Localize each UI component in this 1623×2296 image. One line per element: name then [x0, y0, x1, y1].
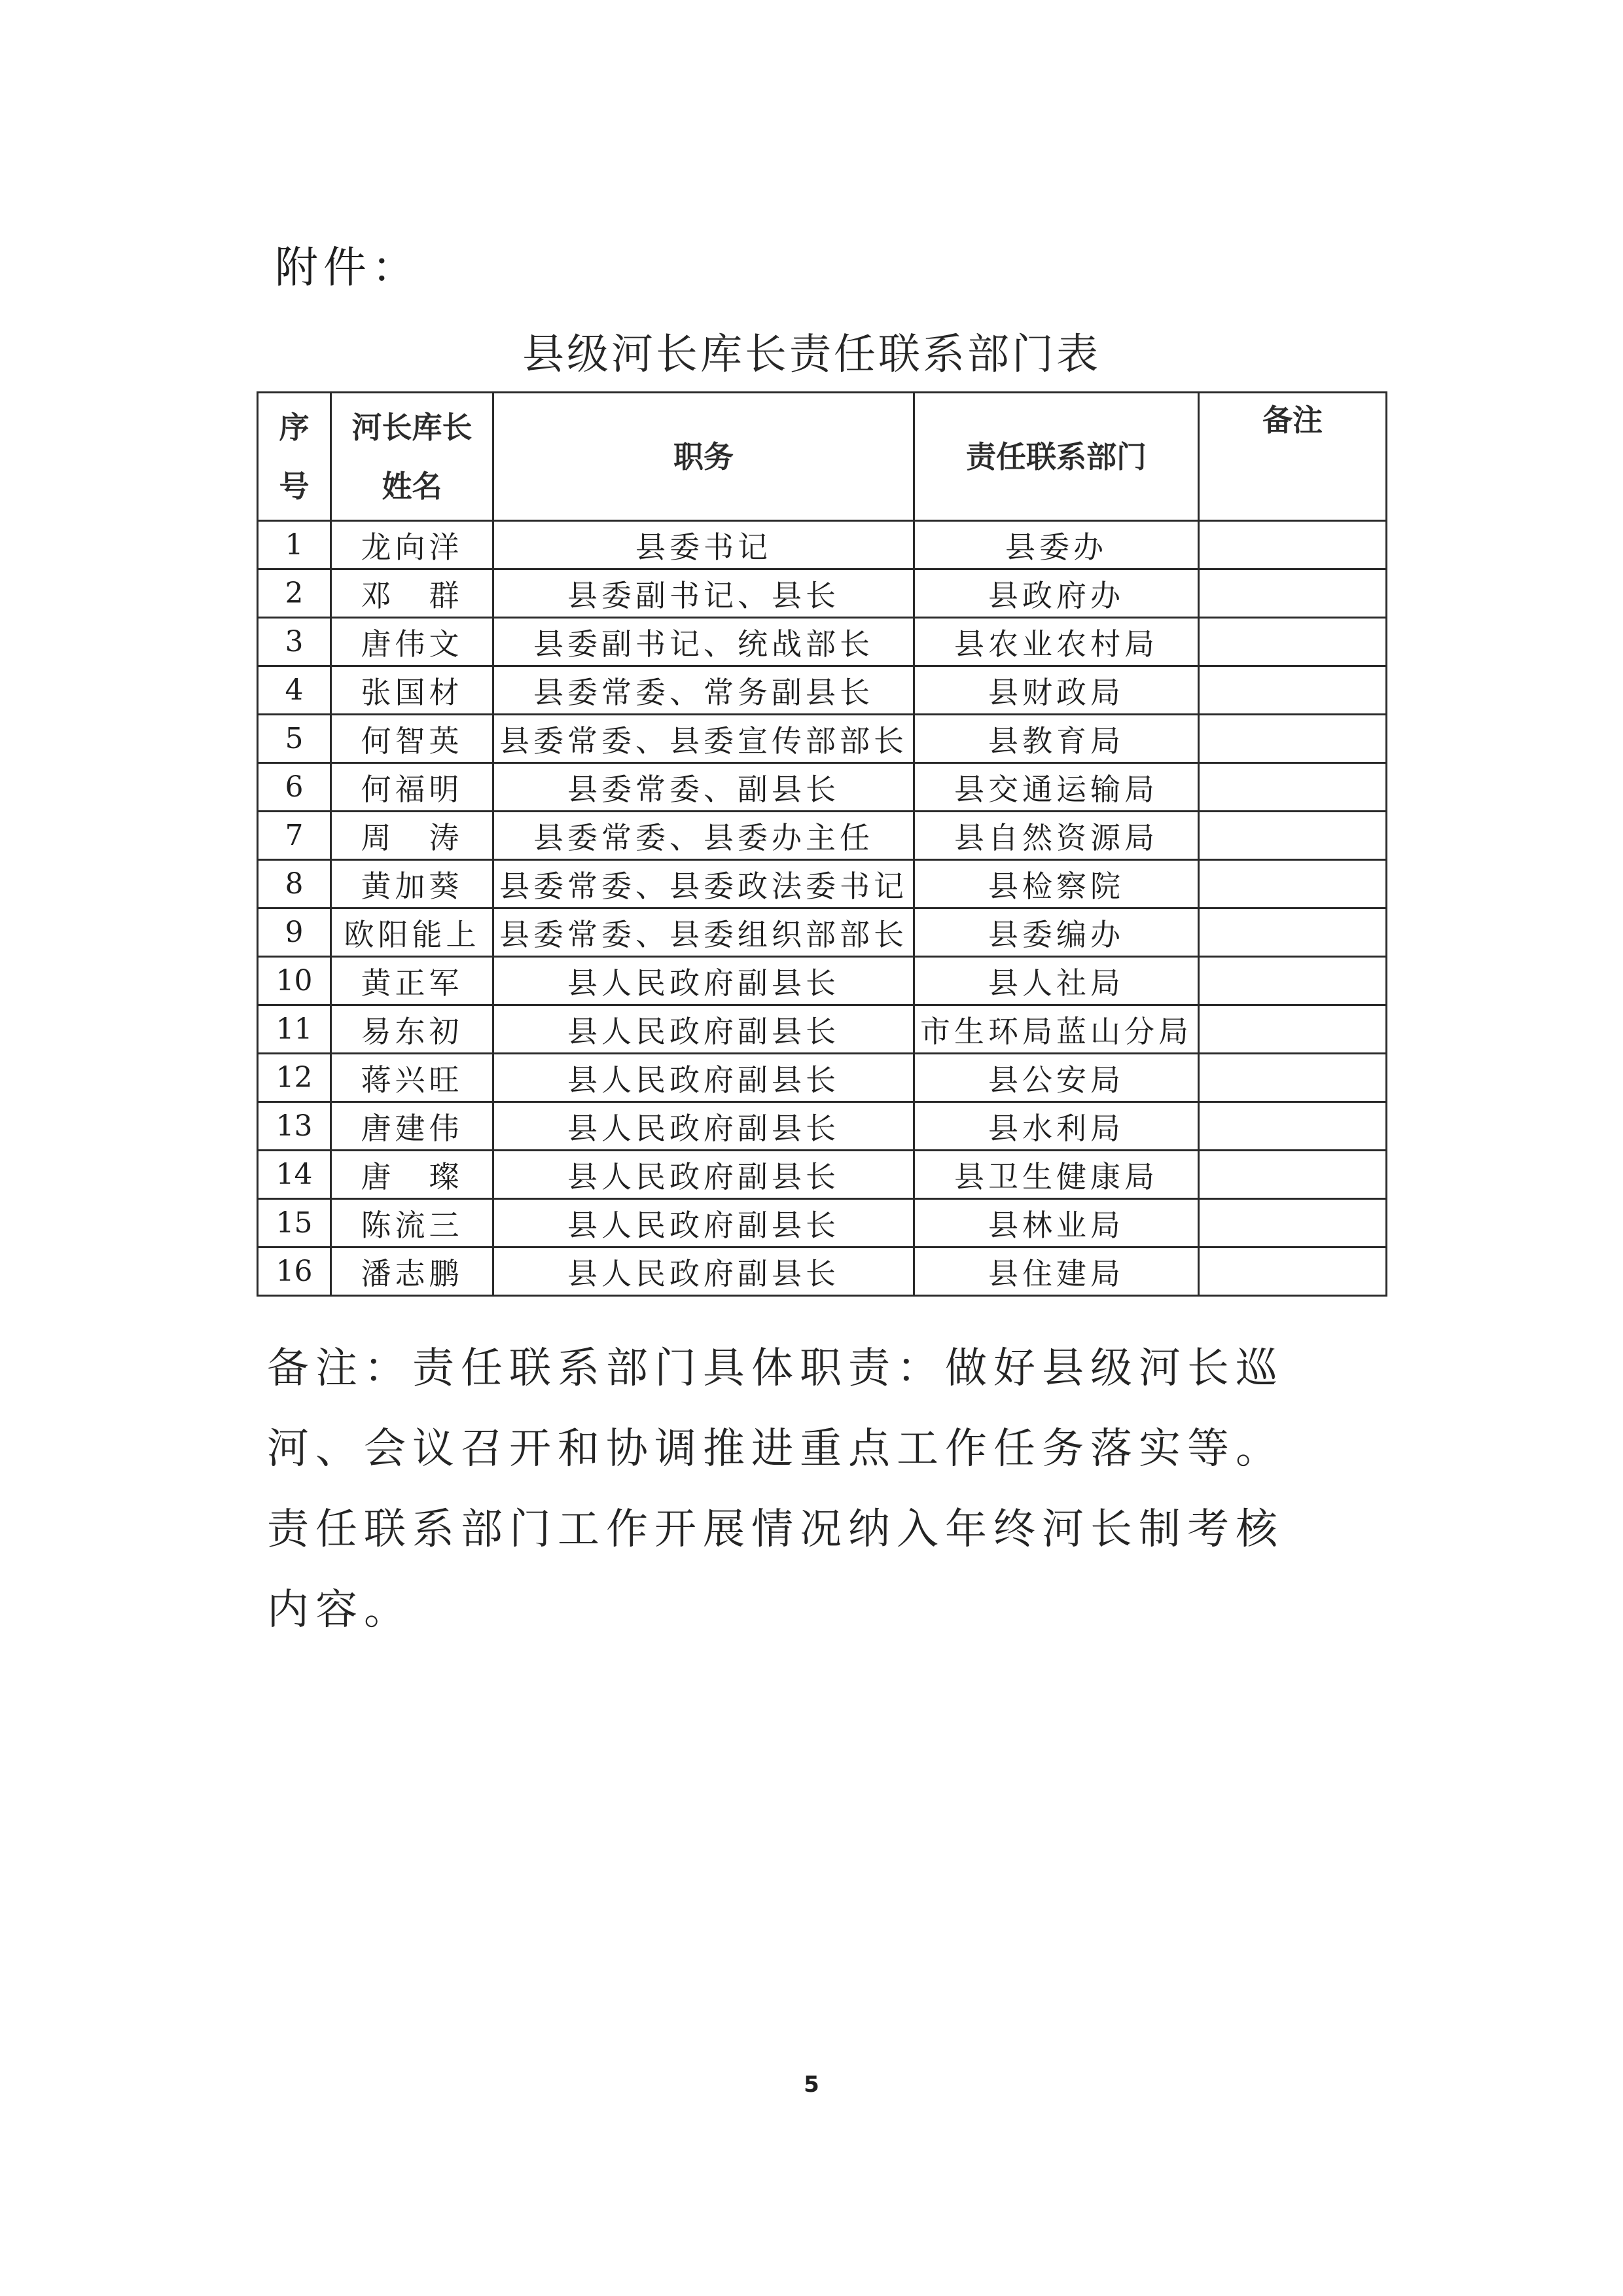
cell-index: 4	[258, 666, 331, 715]
cell-remark	[1199, 1151, 1387, 1199]
cell-position: 县委副书记、县长	[493, 569, 914, 618]
cell-position: 县委常委、副县长	[493, 763, 914, 812]
cell-index: 7	[258, 812, 331, 860]
cell-name: 周 涛	[331, 812, 493, 860]
header-position: 职务	[493, 393, 914, 521]
table-row	[258, 1054, 1387, 1102]
cell-department: 县农业农村局	[914, 618, 1199, 666]
cell-position: 县委副书记、统战部长	[493, 618, 914, 666]
cell-remark	[1199, 715, 1387, 763]
table-row	[258, 1151, 1387, 1199]
cell-name: 欧阳能上	[331, 908, 493, 957]
cell-remark	[1199, 1054, 1387, 1102]
cell-remark	[1199, 812, 1387, 860]
cell-remark	[1199, 1005, 1387, 1054]
cell-position: 县委常委、县委政法委书记	[493, 860, 914, 908]
cell-position: 县人民政府副县长	[493, 1102, 914, 1151]
table-header-row	[258, 393, 1387, 521]
cell-name: 龙向洋	[331, 521, 493, 569]
table-row	[258, 812, 1387, 860]
cell-department: 县检察院	[914, 860, 1199, 908]
cell-position: 县人民政府副县长	[493, 1151, 914, 1199]
table-row	[258, 715, 1387, 763]
cell-index: 16	[258, 1247, 331, 1296]
header-index-line2: 号	[279, 468, 310, 504]
cell-name: 易东初	[331, 1005, 493, 1054]
cell-index: 8	[258, 860, 331, 908]
cell-name: 何智英	[331, 715, 493, 763]
header-index	[258, 393, 331, 521]
cell-name: 黄加葵	[331, 860, 493, 908]
note-paragraph: 备注：责任联系部门具体职责：做好县级河长巡河、会议召开和协调推进重点工作任务落实等。责任联系部门工作开展情况纳入年终河长制考核内容。	[267, 1344, 1284, 1634]
cell-position: 县委常委、县委宣传部部长	[493, 715, 914, 763]
cell-index: 3	[258, 618, 331, 666]
cell-department: 县委办	[914, 521, 1199, 569]
cell-name: 张国材	[331, 666, 493, 715]
cell-department: 县委编办	[914, 908, 1199, 957]
cell-remark	[1199, 1102, 1387, 1151]
cell-remark	[1199, 1199, 1387, 1247]
cell-index: 14	[258, 1151, 331, 1199]
header-name	[331, 393, 493, 521]
cell-index: 6	[258, 763, 331, 812]
cell-remark	[1199, 521, 1387, 569]
attachment-label: 附件：	[275, 242, 420, 293]
cell-index: 15	[258, 1199, 331, 1247]
header-remark: 备注	[1199, 393, 1387, 521]
cell-name: 唐 璨	[331, 1151, 493, 1199]
table-row	[258, 763, 1387, 812]
cell-name: 唐伟文	[331, 618, 493, 666]
cell-department: 县交通运输局	[914, 763, 1199, 812]
cell-position: 县委常委、县委办主任	[493, 812, 914, 860]
cell-index: 2	[258, 569, 331, 618]
table-row	[258, 569, 1387, 618]
cell-remark	[1199, 618, 1387, 666]
cell-name: 邓 群	[331, 569, 493, 618]
cell-name: 陈流三	[331, 1199, 493, 1247]
cell-index: 11	[258, 1005, 331, 1054]
cell-department: 县水利局	[914, 1102, 1199, 1151]
page-title: 县级河长库长责任联系部门表	[522, 331, 1101, 379]
table-row	[258, 1199, 1387, 1247]
cell-index: 10	[258, 957, 331, 1005]
table-row	[258, 1005, 1387, 1054]
page-number: 5	[804, 2072, 819, 2098]
header-name-line2: 姓名	[382, 468, 442, 504]
cell-index: 5	[258, 715, 331, 763]
cell-name: 唐建伟	[331, 1102, 493, 1151]
cell-department: 县政府办	[914, 569, 1199, 618]
header-name-line1: 河长库长	[351, 409, 473, 445]
cell-index: 9	[258, 908, 331, 957]
cell-department: 市生环局蓝山分局	[914, 1005, 1199, 1054]
cell-name: 黄正军	[331, 957, 493, 1005]
table-row	[258, 521, 1387, 569]
cell-remark	[1199, 666, 1387, 715]
cell-department: 县自然资源局	[914, 812, 1199, 860]
cell-remark	[1199, 569, 1387, 618]
header-index-line1: 序	[279, 409, 310, 445]
cell-remark	[1199, 763, 1387, 812]
cell-department: 县卫生健康局	[914, 1151, 1199, 1199]
responsibility-table	[257, 391, 1387, 1297]
table-body	[258, 521, 1387, 1296]
cell-name: 何福明	[331, 763, 493, 812]
cell-position: 县人民政府副县长	[493, 1247, 914, 1296]
cell-remark	[1199, 1247, 1387, 1296]
cell-remark	[1199, 908, 1387, 957]
cell-position: 县人民政府副县长	[493, 1199, 914, 1247]
cell-position: 县委书记	[493, 521, 914, 569]
table-row	[258, 1247, 1387, 1296]
cell-department: 县公安局	[914, 1054, 1199, 1102]
cell-department: 县林业局	[914, 1199, 1199, 1247]
table-row	[258, 908, 1387, 957]
cell-index: 1	[258, 521, 331, 569]
table-row	[258, 618, 1387, 666]
cell-index: 12	[258, 1054, 331, 1102]
cell-department: 县住建局	[914, 1247, 1199, 1296]
cell-name: 潘志鹏	[331, 1247, 493, 1296]
cell-position: 县人民政府副县长	[493, 1054, 914, 1102]
table-row	[258, 1102, 1387, 1151]
cell-remark	[1199, 860, 1387, 908]
cell-index: 13	[258, 1102, 331, 1151]
cell-department: 县教育局	[914, 715, 1199, 763]
cell-position: 县人民政府副县长	[493, 957, 914, 1005]
cell-position: 县人民政府副县长	[493, 1005, 914, 1054]
cell-name: 蒋兴旺	[331, 1054, 493, 1102]
table-row	[258, 957, 1387, 1005]
header-department: 责任联系部门	[914, 393, 1199, 521]
cell-position: 县委常委、常务副县长	[493, 666, 914, 715]
table-row	[258, 666, 1387, 715]
table-row	[258, 860, 1387, 908]
cell-position: 县委常委、县委组织部部长	[493, 908, 914, 957]
cell-department: 县财政局	[914, 666, 1199, 715]
cell-department: 县人社局	[914, 957, 1199, 1005]
cell-remark	[1199, 957, 1387, 1005]
